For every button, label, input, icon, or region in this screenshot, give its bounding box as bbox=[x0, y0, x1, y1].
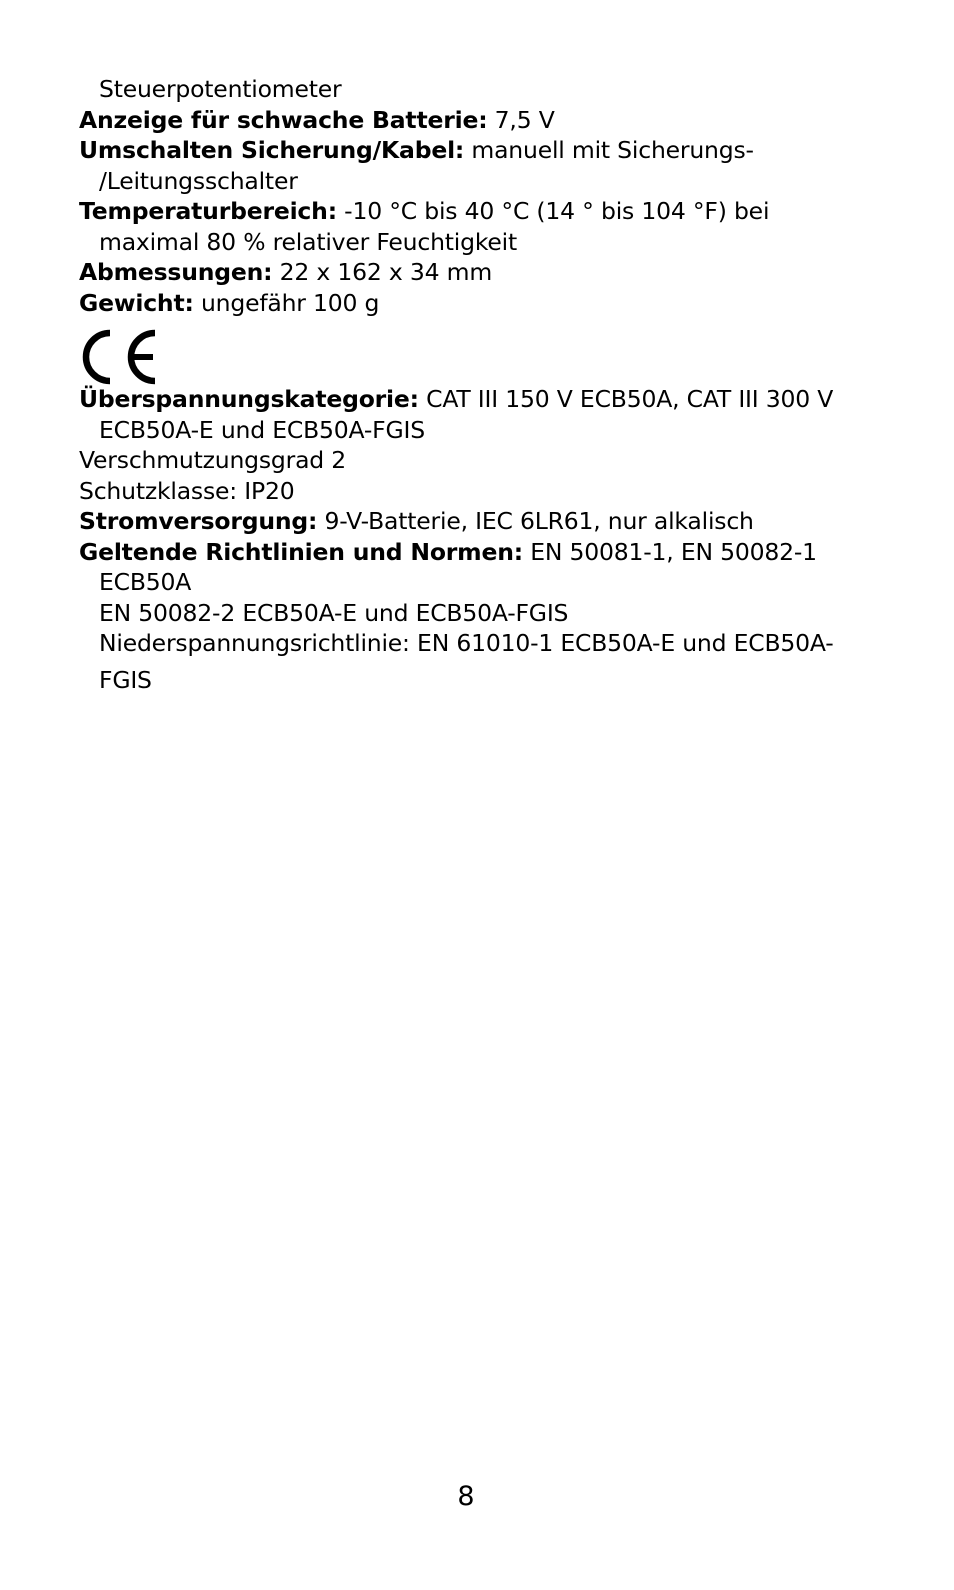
spec-label: Gewicht: bbox=[79, 288, 194, 317]
spec-value: -10 °C bis 40 °C (14 ° bis 104 °F) bei bbox=[336, 197, 770, 225]
spec-label: Anzeige für schwache Batterie: bbox=[79, 105, 488, 134]
spec-value: CAT III 150 V ECB50A, CAT III 300 V bbox=[418, 385, 834, 413]
ce-mark-logo bbox=[79, 326, 899, 392]
spec-weight bbox=[79, 288, 899, 319]
spec-battery-indicator bbox=[79, 105, 899, 136]
spec-continuation-steuerpotentiometer: Steuerpotentiometer bbox=[99, 75, 342, 103]
spec-value: manuell mit Sicherungs- bbox=[464, 136, 754, 164]
spec-continuation: /Leitungsschalter bbox=[99, 166, 298, 195]
ce-mark-icon bbox=[79, 326, 161, 388]
spec-continuation: Niederspannungsrichtlinie: EN 61010-1 ECB50A-E und ECB50A- bbox=[99, 629, 834, 657]
page-number: 8 bbox=[457, 1481, 475, 1512]
spec-value: 7,5 V bbox=[487, 105, 555, 134]
spec-label: Temperaturbereich: bbox=[79, 197, 337, 225]
spec-continuation: EN 50082-2 ECB50A-E und ECB50A-FGIS bbox=[99, 598, 569, 627]
spec-overvoltage-category bbox=[79, 384, 899, 415]
spec-continuation: FGIS bbox=[99, 665, 152, 694]
spec-list bbox=[79, 74, 899, 695]
spec-label: Umschalten Sicherung/Kabel: bbox=[79, 136, 465, 164]
spec-continuation: ECB50A bbox=[99, 568, 192, 596]
spec-value: 22 x 162 x 34 mm bbox=[272, 258, 493, 286]
spec-applicable-standards bbox=[79, 537, 899, 568]
spec-fuse-cable-switch bbox=[79, 135, 899, 166]
spec-pollution-degree: Verschmutzungsgrad 2 bbox=[79, 446, 347, 474]
spec-label: Überspannungskategorie: bbox=[79, 385, 419, 413]
spec-continuation: maximal 80 % relativer Feuchtigkeit bbox=[99, 227, 517, 256]
spec-dimensions bbox=[79, 257, 899, 288]
spec-label: Abmessungen: bbox=[79, 258, 273, 286]
spec-continuation: ECB50A-E und ECB50A-FGIS bbox=[99, 415, 425, 444]
spec-power-supply bbox=[79, 506, 899, 537]
spec-value: EN 50081-1, EN 50082-1 bbox=[522, 537, 817, 566]
spec-value: 9-V-Batterie, IEC 6LR61, nur alkalisch bbox=[317, 507, 754, 535]
spec-temperature-range bbox=[79, 196, 899, 227]
spec-label: Stromversorgung: bbox=[79, 507, 318, 535]
spec-protection-class: Schutzklasse: IP20 bbox=[79, 476, 295, 505]
spec-value: ungefähr 100 g bbox=[193, 288, 380, 317]
spec-label: Geltende Richtlinien und Normen: bbox=[79, 537, 523, 566]
